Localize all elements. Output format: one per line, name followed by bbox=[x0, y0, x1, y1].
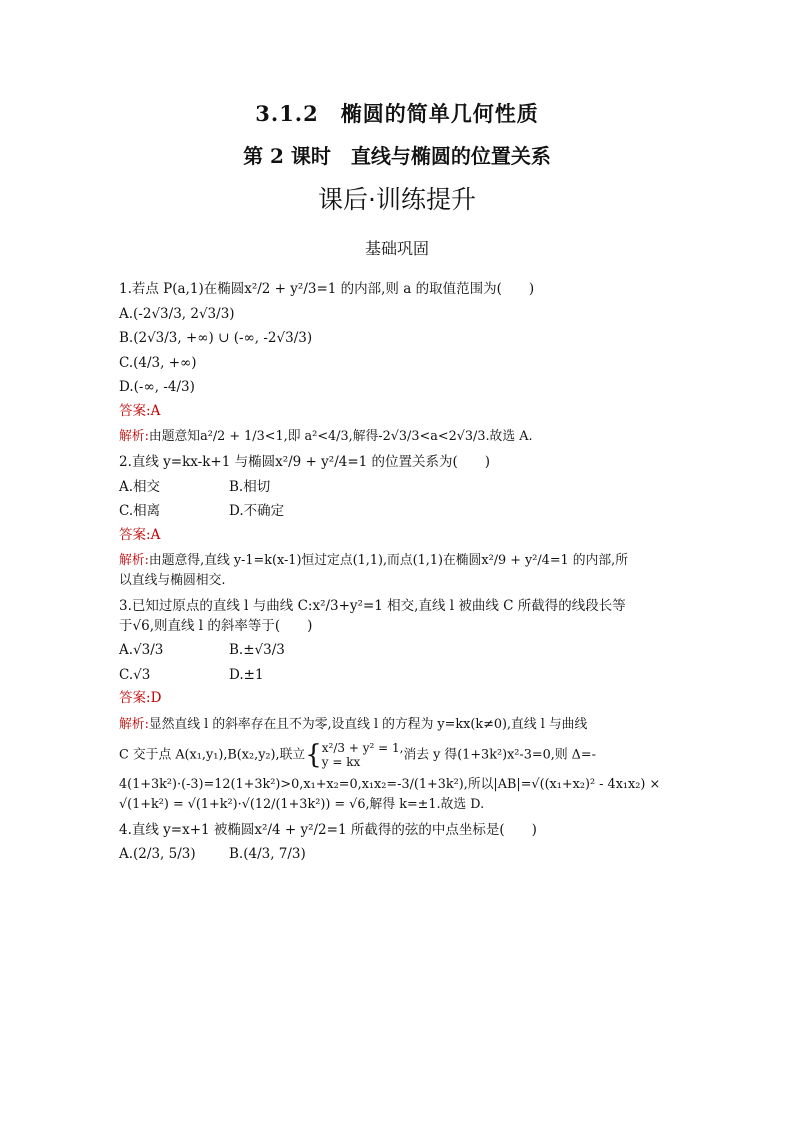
q4-option-b: B.(4/3, 7/3) bbox=[229, 846, 306, 863]
answer-value: A bbox=[150, 402, 161, 419]
lesson-title: 第 2 课时 直线与椭圆的位置关系 bbox=[243, 144, 551, 168]
analysis-label: 解析: bbox=[119, 716, 149, 732]
q1-option-d: D.(-∞, -4/3) bbox=[119, 379, 195, 396]
analysis-text: 消去 y 得(1+3k²)x²-3=0,则 Δ=- bbox=[403, 747, 596, 763]
q3-stem: 3.已知过原点的直线 l 与曲线 C:x²/3+y²=1 相交,直线 l 被曲线 C 所截得的线段长等 bbox=[119, 598, 626, 615]
analysis-label: 解析: bbox=[119, 553, 149, 569]
q4-options-row-1 bbox=[119, 845, 679, 865]
part-heading: 基础巩固 bbox=[364, 239, 429, 258]
q3-analysis bbox=[119, 715, 679, 735]
q2-option-c: C.相离 bbox=[119, 503, 161, 520]
q3-options-row-1 bbox=[119, 641, 679, 661]
q3-answer bbox=[119, 689, 679, 709]
q1-option-c: C.(4/3, +∞) bbox=[119, 354, 197, 371]
answer-label: 答案: bbox=[119, 690, 151, 707]
q3-option-a: A.√3/3 bbox=[119, 642, 164, 659]
q1-option-a: A.(-2√3/3, 2√3/3) bbox=[119, 305, 235, 322]
q4-stem: 4.直线 y=x+1 被椭圆x²/4 + y²/2=1 所截得的弦的中点坐标是( ) bbox=[119, 821, 537, 838]
q2-analysis-cont: 以直线与椭圆相交. bbox=[119, 573, 226, 589]
analysis-text: 由题意知a²/2 + 1/3<1,即 a²<4/3,解得-2√3/3<a<2√3/3.故选 A. bbox=[148, 429, 533, 445]
q2-options-row-2 bbox=[119, 502, 679, 522]
q2-options-row-1 bbox=[119, 478, 679, 498]
section-title: 3.1.2 椭圆的简单几何性质 bbox=[255, 101, 539, 126]
equation-system bbox=[322, 741, 404, 770]
q1-analysis bbox=[119, 427, 679, 447]
answer-label: 答案: bbox=[119, 402, 151, 419]
analysis-text: C 交于点 A(x₁,y₁),B(x₂,y₂),联立 bbox=[119, 747, 306, 763]
q3-analysis-system bbox=[119, 735, 679, 775]
q3-stem-cont: 于√6,则直线 l 的斜率等于( ) bbox=[119, 617, 313, 634]
answer-label: 答案: bbox=[119, 526, 151, 543]
q2-option-b: B.相切 bbox=[229, 478, 271, 495]
q2-option-a: A.相交 bbox=[119, 478, 161, 495]
q2-analysis bbox=[119, 551, 679, 571]
page-title: 课后·训练提升 bbox=[318, 185, 476, 214]
analysis-text: 显然直线 l 的斜率存在且不为零,设直线 l 的方程为 y=kx(k≠0),直线 l 与曲线 bbox=[148, 716, 588, 732]
analysis-label: 解析: bbox=[119, 429, 149, 445]
q3-option-d: D.±1 bbox=[229, 666, 264, 683]
q2-option-d: D.不确定 bbox=[229, 503, 285, 520]
q3-analysis-end: √(1+k²) = √(1+k²)·√(12/(1+3k²)) = √6,解得 k=±1.故选 D. bbox=[119, 796, 485, 812]
q1-answer bbox=[119, 402, 679, 422]
q4-option-a: A.(2/3, 5/3) bbox=[119, 846, 196, 863]
q3-options-row-2 bbox=[119, 666, 679, 686]
q3-option-b: B.±√3/3 bbox=[229, 642, 285, 659]
system-eq-1: x²/3 + y² = 1, bbox=[321, 740, 404, 755]
q2-answer bbox=[119, 526, 679, 546]
left-brace: { bbox=[305, 739, 322, 770]
q3-option-c: C.√3 bbox=[119, 666, 151, 683]
q2-stem: 2.直线 y=kx-k+1 与椭圆x²/9 + y²/4=1 的位置关系为( ) bbox=[119, 454, 491, 471]
answer-value: D bbox=[150, 690, 162, 707]
question-list bbox=[119, 274, 679, 865]
analysis-text: 由题意得,直线 y-1=k(x-1)恒过定点(1,1),而点(1,1)在椭圆x²/9 + y²/4=1 的内部,所 bbox=[148, 553, 629, 569]
system-eq-2: y = kx bbox=[321, 754, 361, 769]
q1-option-b: B.(2√3/3, +∞) ∪ (-∞, -2√3/3) bbox=[119, 330, 313, 347]
q3-analysis-cont: 4(1+3k²)·(-3)=12(1+3k²)>0,x₁+x₂=0,x₁x₂=-3/(1+3k²),所以|AB|=√((x₁+x₂)² - 4x₁x₂) × bbox=[119, 777, 661, 793]
q1-stem: 1.若点 P(a,1)在椭圆x²/2 + y²/3=1 的内部,则 a 的取值范围为( ) bbox=[119, 281, 535, 297]
answer-value: A bbox=[150, 526, 161, 543]
